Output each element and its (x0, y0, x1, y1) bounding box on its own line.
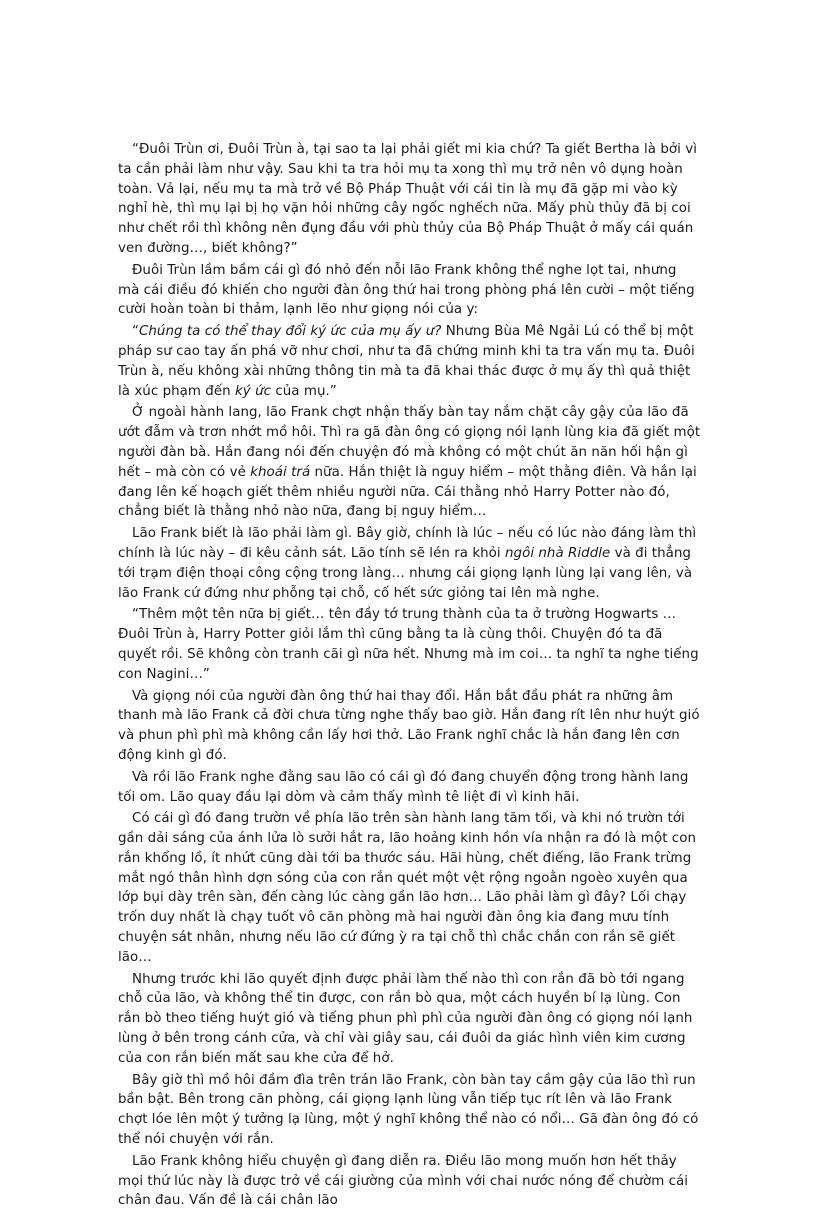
paragraph (118, 403, 702, 522)
paragraph (118, 322, 702, 401)
paragraph-text: “ (132, 324, 139, 340)
paragraph-text: “Đuôi Trùn ơi, Đuôi Trùn à, tại sao ta lại phải giết mi kia chứ? Ta giết Bertha là bởi vì ta cần phải làm như vậy. Sau khi ta tra hỏi mụ ta xong thì mụ trở nên vô dụng hoàn toàn. Vả lại, nếu mụ ta mà trở về Bộ Pháp Thuật với cái tin là mụ đã gặp mi vào kỳ nghỉ hè, thì mụ lại bị họ vặn hỏi những cây ngốc nghếch nữa. Mấy phù thủy đã bị coi như chết rồi thì không nên đụng đầu với phù thủy của Bộ Pháp Thuật ở mấy cái quán ven đường…, biết không?” (118, 142, 697, 256)
paragraph (118, 1071, 702, 1150)
italic-text: ngôi nhà Riddle (504, 545, 611, 561)
paragraph-text: Bây giờ thì mồ hôi đầm đìa trên trán lão Frank, còn bàn tay cầm gậy của lão thì run bần bật. Bên trong căn phòng, cái giọng lạnh lùng vẫn tiếp tục rít lên và lão Frank chợt lóe lên một ý tưởng lạ lùng, một ý nghĩ không thể nào có nổi… Gã đàn ông đó có thể nói chuyện với rắn. (118, 1072, 699, 1148)
italic-text: Chúng ta có thể thay đổi ký ức của mụ ấy ư? (139, 324, 442, 340)
paragraph (118, 140, 702, 259)
paragraph-text: Đuôi Trùn lầm bầm cái gì đó nhỏ đến nỗi lão Frank không thể nghe lọt tai, nhưng mà cái điều đó khiến cho người đàn ông thứ hai trong phòng phá lên cười – một tiếng cười hoàn toàn bi thảm, lạnh lẽo như giọng nói của y: (118, 262, 695, 318)
paragraph-text: Và giọng nói của người đàn ông thứ hai thay đổi. Hắn bắt đầu phát ra những âm thanh mà lão Frank cả đời chưa từng nghe thấy bao giờ. Hắn đang rít lên như huýt gió và phun phì phì mà không cần lấy hơi thở. Lão Frank nghĩ chắc là hắn đang lên cơn động kinh gì đó. (118, 688, 700, 763)
paragraph-text: Lão Frank không hiểu chuyện gì đang diễn ra. Điều lão mong muốn hơn hết thảy mọi thứ lúc này là được trở về cái giường của mình với chai nước nóng để chườm cái chân đau. Vấn đề là cái chân lão (118, 1153, 689, 1209)
paragraph-text: Có cái gì đó đang trườn về phía lão trên sàn hành lang tăm tối, và khi nó trườn tới gần dải sáng của ánh lửa lò sưởi hắt ra, lão hoảng kinh hồn vía nhận ra đó là một con rắn khổng lồ, ít nhứt cũng dài tới ba thước sáu. Hãi hùng, chết điếng, lão Frank trừng mắt ngó thân hình dợn sóng của con rắn quét một vệt rộng ngoằn ngoèo xuyên qua lớp bụi dày trên sàn, đến càng lúc càng gần lão hơn… Lão phải làm gì đây? Lối chạy trốn duy nhất là chạy tuốt vô căn phòng mà hai người đàn ông kia đang mưu tính chuyện sát nhân, nhưng nếu lão cứ đứng ỳ ra tại chỗ thì chắc chắn con rắn sẽ giết lão… (118, 811, 696, 965)
paragraph (118, 1152, 702, 1211)
paragraph-text: Lão Frank biết là lão phải làm gì. Bây giờ, chính là lúc – nếu có lúc nào đáng làm thì chính là lúc này – đi kêu cảnh sát. Lão tính sẽ lén ra khỏi (118, 526, 697, 561)
paragraph (118, 605, 702, 684)
paragraph (118, 970, 702, 1069)
paragraph (118, 261, 702, 320)
paragraph (118, 524, 702, 603)
paragraph-text: của mụ.” (271, 383, 337, 399)
paragraph-text: Nhưng trước khi lão quyết định được phải làm thế nào thì con rắn đã bò tới ngang chỗ của lão, và không thể tin được, con rắn bò qua, một cách huyền bí lạ lùng. Con rắn bò theo tiếng huýt gió và tiếng phun phì phì của người đàn ông có giọng nói lạnh lùng ở bên trong cánh cửa, và chỉ vài giây sau, cái đuôi da giác hình viên kim cương của con rắn biến mất sau khe cửa để hở. (118, 971, 693, 1066)
paragraph (118, 768, 702, 808)
paragraph (118, 809, 702, 967)
paragraph-text: Và rồi lão Frank nghe đằng sau lão có cái gì đó đang chuyển động trong hành lang tối om. Lão quay đầu lại dòm và cảm thấy mình tê liệt đi vì kinh hãi. (118, 769, 689, 805)
paragraph (118, 687, 702, 766)
paragraph-text: “Thêm một tên nữa bị giết… tên đầy tớ trung thành của ta ở trường Hogwarts …Đuôi Trùn à, Harry Potter giỏi lắm thì cũng bằng ta là cùng thôi. Chuyện đó ta đã quyết rồi. Sẽ không còn tranh cãi gì nữa hết. Nhưng mà im coi… ta nghĩ ta nghe tiếng con Nagini…” (118, 607, 699, 682)
paragraph-text: nữa. Hắn thiệt là nguy hiểm – một thằng điên. Và hắn lại đang lên kế hoạch giết thêm nhiều người nữa. Cái thằng nhỏ Harry Potter nào đó, chẳng biết là thằng nhỏ nào nữa, đang bị nguy hiểm… (118, 464, 697, 520)
italic-text: khoái trá (250, 464, 311, 480)
paragraph-text: và đi thẳng tới trạm điện thoại công cộng trong làng… nhưng cái giọng lạnh lùng lại vang lên, và lão Frank cứ đứng như phỗng tại chỗ, cố hết sức giỏng tai lên mà nghe. (118, 545, 693, 601)
italic-text: ký ức (235, 383, 272, 399)
paragraph-text: Nhưng Bùa Mê Ngải Lú có thể bị một pháp sư cao tay ấn phá vỡ như chơi, như ta đã chứng minh khi ta tra vấn mụ ta. Đuôi Trùn à, nếu không xài những thông tin mà ta đã khai thác được ở mụ ấy thì quả thiệt là xúc phạm đến (118, 324, 695, 399)
document-page (118, 140, 702, 1213)
paragraph-text: Ở ngoài hành lang, lão Frank chợt nhận thấy bàn tay nắm chặt cây gậy của lão đã ướt đẫm và trơn nhớt mồ hôi. Thì ra gã đàn ông có giọng nói lạnh lùng kia đã giết một người đàn bà. Hắn đang nói đến chuyện đó mà không có một chút ăn năn hối hận gì hết – mà còn có vẻ (118, 405, 701, 480)
